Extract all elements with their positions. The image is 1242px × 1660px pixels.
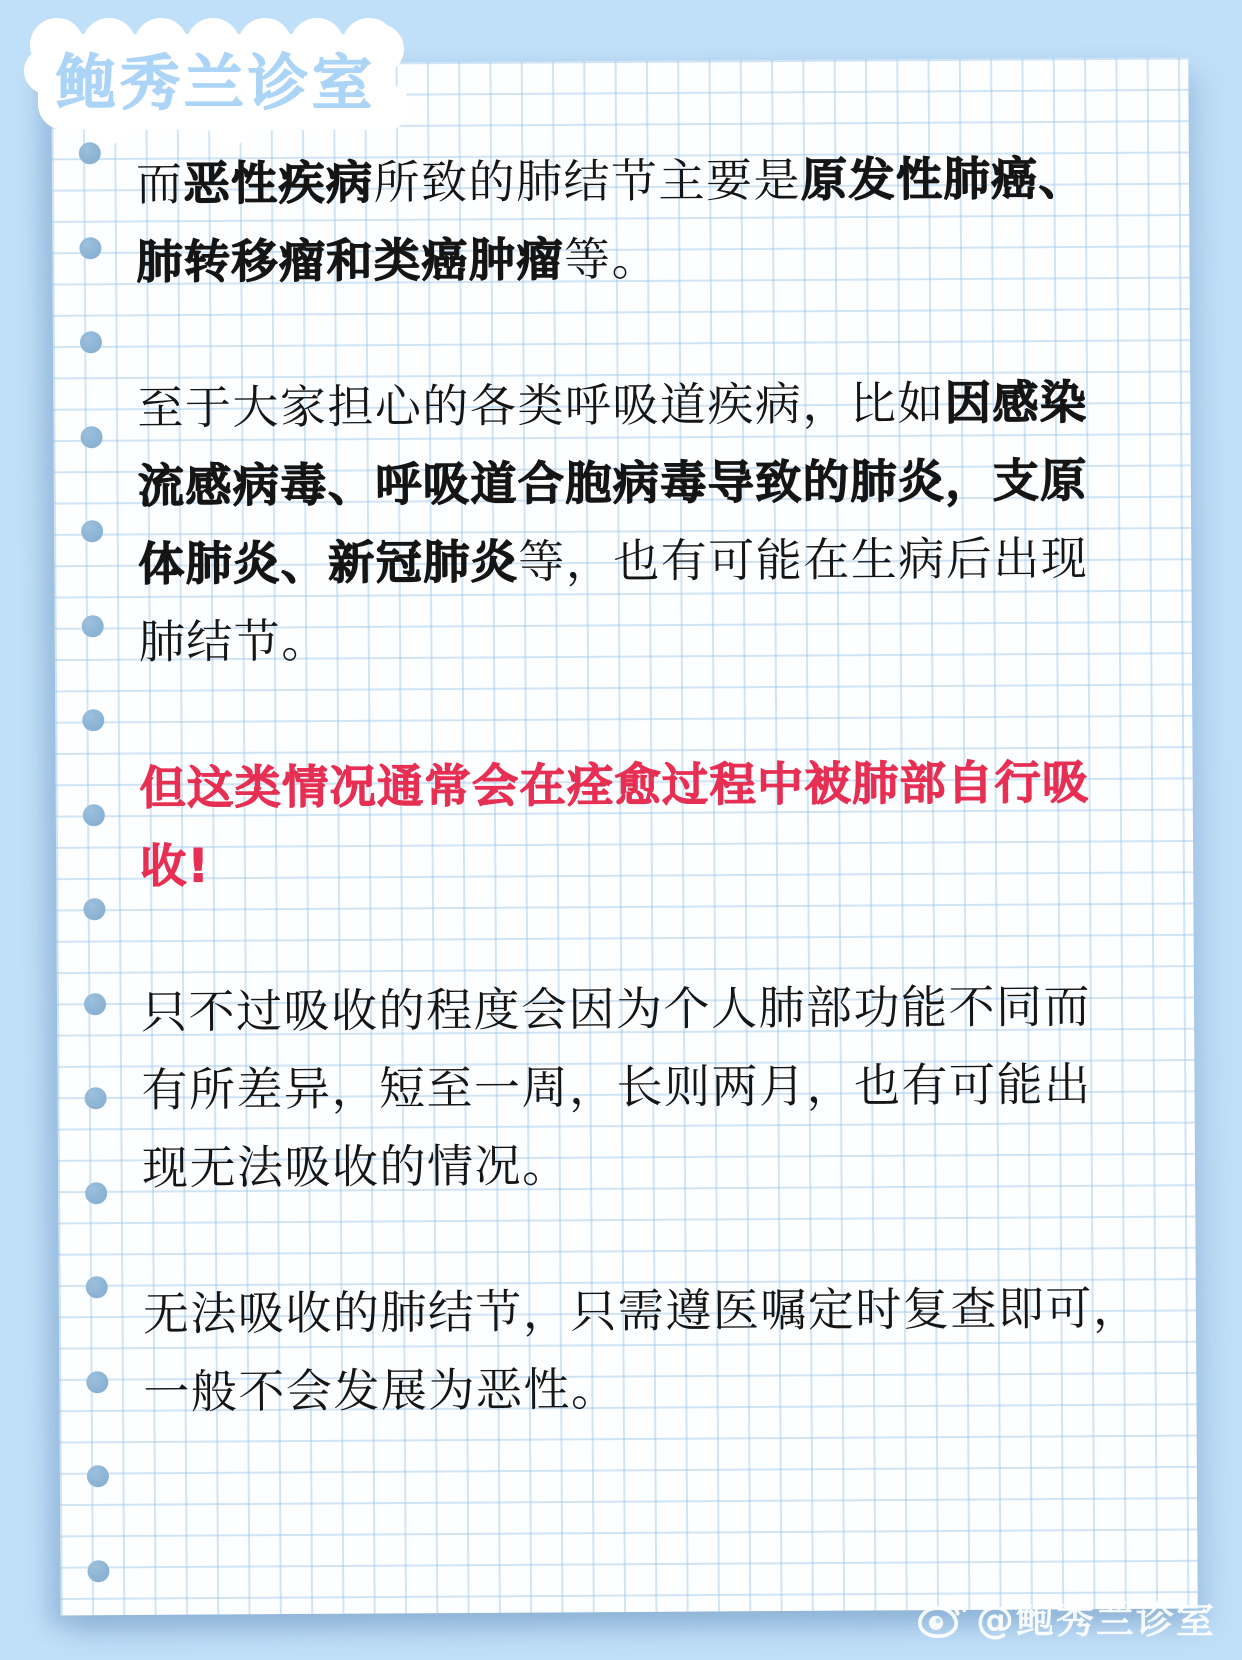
text-line: 只不过吸收的程度会因为个人肺部功能不同而	[140, 979, 1092, 1039]
binder-hole-dot	[79, 237, 101, 259]
binder-hole-dot	[87, 1560, 109, 1582]
binder-hole-dot	[83, 898, 105, 920]
text-line: 体肺炎、新冠肺炎等，也有可能在生病后出现	[138, 531, 1089, 591]
binder-hole-dot	[85, 1182, 107, 1204]
text-line: 肺结节。	[138, 613, 329, 669]
watermark-handle: @鲍秀兰诊室	[975, 1598, 1216, 1642]
binder-hole-dot	[87, 1465, 109, 1487]
text-line: 而恶性疾病所致的肺结节主要是原发性肺癌、	[135, 151, 1087, 211]
paragraph	[143, 1269, 1173, 1431]
header-cloud-badge	[38, 34, 394, 130]
binder-hole-dot	[86, 1371, 108, 1393]
binder-hole-dot	[80, 331, 102, 353]
watermark	[916, 1589, 1216, 1644]
binder-hole-dot	[84, 993, 106, 1015]
binder-hole-dot	[83, 804, 105, 826]
paragraph	[137, 363, 1168, 681]
weibo-icon	[916, 1595, 966, 1639]
paragraph-highlight	[139, 743, 1169, 905]
binder-hole-dot	[82, 615, 104, 637]
binder-hole-dot	[85, 1087, 107, 1109]
binder-hole-dot	[86, 1276, 108, 1298]
text-line: 但这类情况通常会在痊愈过程中被肺部自行吸	[139, 755, 1090, 815]
text-line: 现无法吸收的情况。	[141, 1138, 570, 1195]
text-line: 收!	[140, 838, 211, 893]
binder-hole-dot	[82, 709, 104, 731]
clinic-title: 鲍秀兰诊室	[56, 49, 376, 119]
text-line: 无法吸收的肺结节，只需遵医嘱定时复查即可，	[142, 1280, 1141, 1341]
text-line: 一般不会发展为恶性。	[143, 1362, 619, 1419]
binder-hole-dot	[81, 520, 103, 542]
text-line: 肺转移瘤和类癌肿瘤等。	[136, 231, 660, 289]
paragraph	[136, 139, 1166, 301]
paragraph	[141, 967, 1171, 1207]
binder-hole-dot	[80, 426, 102, 448]
binder-hole-dot	[79, 142, 101, 164]
article-body	[136, 139, 1173, 1499]
text-line: 有所差异，短至一周，长则两月，也有可能出	[141, 1057, 1092, 1117]
text-line: 至于大家担心的各类呼吸道疾病，比如因感染	[137, 375, 1088, 435]
text-line: 流感病毒、呼吸道合胞病毒导致的肺炎，支原	[137, 453, 1088, 513]
grid-paper-sheet	[51, 58, 1197, 1616]
